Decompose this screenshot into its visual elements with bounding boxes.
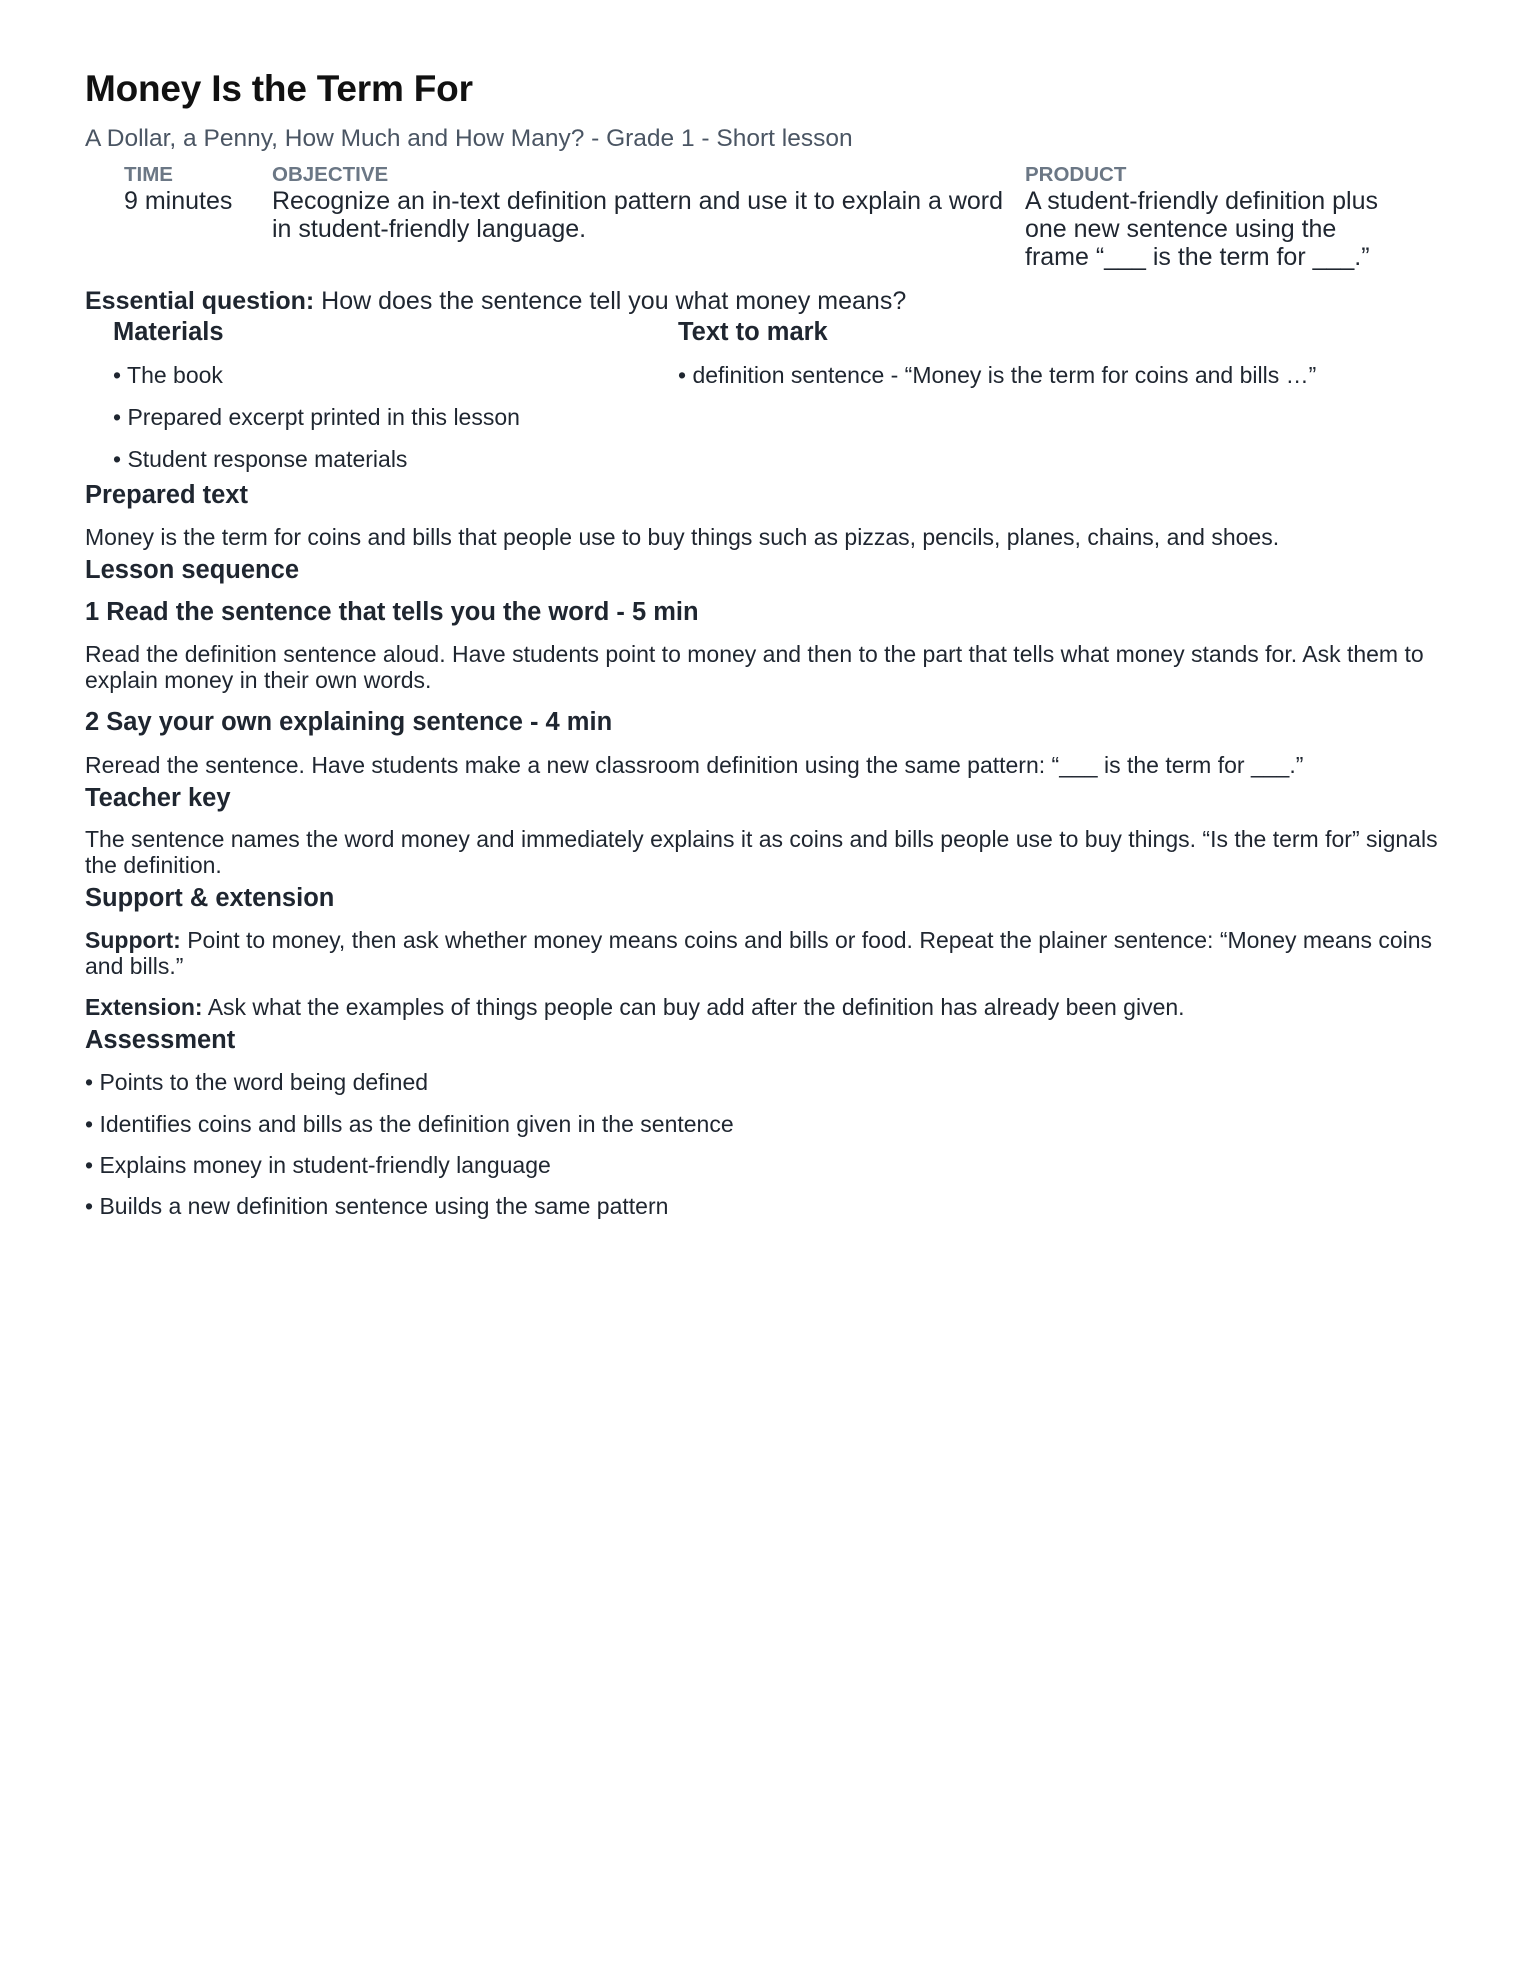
assessment-heading: Assessment bbox=[85, 1026, 236, 1054]
text-to-mark-item: • definition sentence - “Money is the term for coins and bills …” bbox=[678, 362, 1317, 388]
support-text: Point to money, then ask whether money means coins and bills or food. Repeat the plainer sentence: “Money means coins and bills.” bbox=[85, 927, 1433, 979]
extension-label: Extension: bbox=[85, 994, 203, 1020]
step-1-text: Read the definition sentence aloud. Have students point to money and then to the part that tells what money stands for. Ask them to explain money in their own words. bbox=[85, 641, 1424, 693]
assessment-item: • Identifies coins and bills as the definition given in the sentence bbox=[85, 1111, 734, 1137]
step-2-text: Reread the sentence. Have students make a new classroom definition using the same pattern: “___ is the term for ___.” bbox=[85, 752, 1304, 778]
objective-value: Recognize an in-text definition pattern and use it to explain a word in student-friendly language. bbox=[272, 187, 1004, 243]
assessment-item: • Builds a new definition sentence using the same pattern bbox=[85, 1193, 669, 1219]
objective-label: OBJECTIVE bbox=[272, 163, 389, 186]
teacher-key-heading: Teacher key bbox=[85, 784, 231, 812]
materials-heading: Materials bbox=[113, 318, 224, 346]
time-label: TIME bbox=[124, 163, 173, 186]
extension-text: Ask what the examples of things people can buy add after the definition has already been given. bbox=[202, 994, 1185, 1020]
lesson-sequence-heading: Lesson sequence bbox=[85, 556, 299, 584]
materials-item: • Prepared excerpt printed in this lesson bbox=[113, 404, 520, 430]
essential-question-text: How does the sentence tell you what money means? bbox=[314, 287, 907, 315]
teacher-key-text: The sentence names the word money and immediately explains it as coins and bills people use to buy things. “Is the term for” signals the definition. bbox=[85, 826, 1438, 878]
assessment-item: • Explains money in student-friendly language bbox=[85, 1152, 551, 1178]
prepared-text-heading: Prepared text bbox=[85, 481, 248, 509]
assessment-item: • Points to the word being defined bbox=[85, 1069, 429, 1095]
support-paragraph bbox=[85, 927, 1445, 979]
materials-item: • The book bbox=[113, 362, 223, 388]
materials-item: • Student response materials bbox=[113, 446, 408, 472]
product-value: A student-friendly definition plus one new sentence using the frame “___ is the term for ___.” bbox=[1025, 187, 1378, 271]
essential-question-label: Essential question: bbox=[85, 287, 315, 315]
page-subtitle: A Dollar, a Penny, How Much and How Many? - Grade 1 - Short lesson bbox=[85, 125, 853, 152]
support-extension-heading: Support & extension bbox=[85, 884, 335, 912]
time-value: 9 minutes bbox=[124, 187, 233, 215]
text-to-mark-heading: Text to mark bbox=[678, 318, 828, 346]
page-title: Money Is the Term For bbox=[85, 68, 473, 109]
product-label: PRODUCT bbox=[1025, 163, 1127, 186]
step-1-heading: 1 Read the sentence that tells you the word - 5 min bbox=[85, 598, 699, 626]
step-2-heading: 2 Say your own explaining sentence - 4 min bbox=[85, 708, 613, 736]
prepared-text-body: Money is the term for coins and bills that people use to buy things such as pizzas, pencils, planes, chains, and shoes. bbox=[85, 524, 1280, 550]
extension-paragraph bbox=[85, 994, 1445, 1020]
support-label: Support: bbox=[85, 927, 181, 953]
essential-question bbox=[85, 287, 906, 316]
